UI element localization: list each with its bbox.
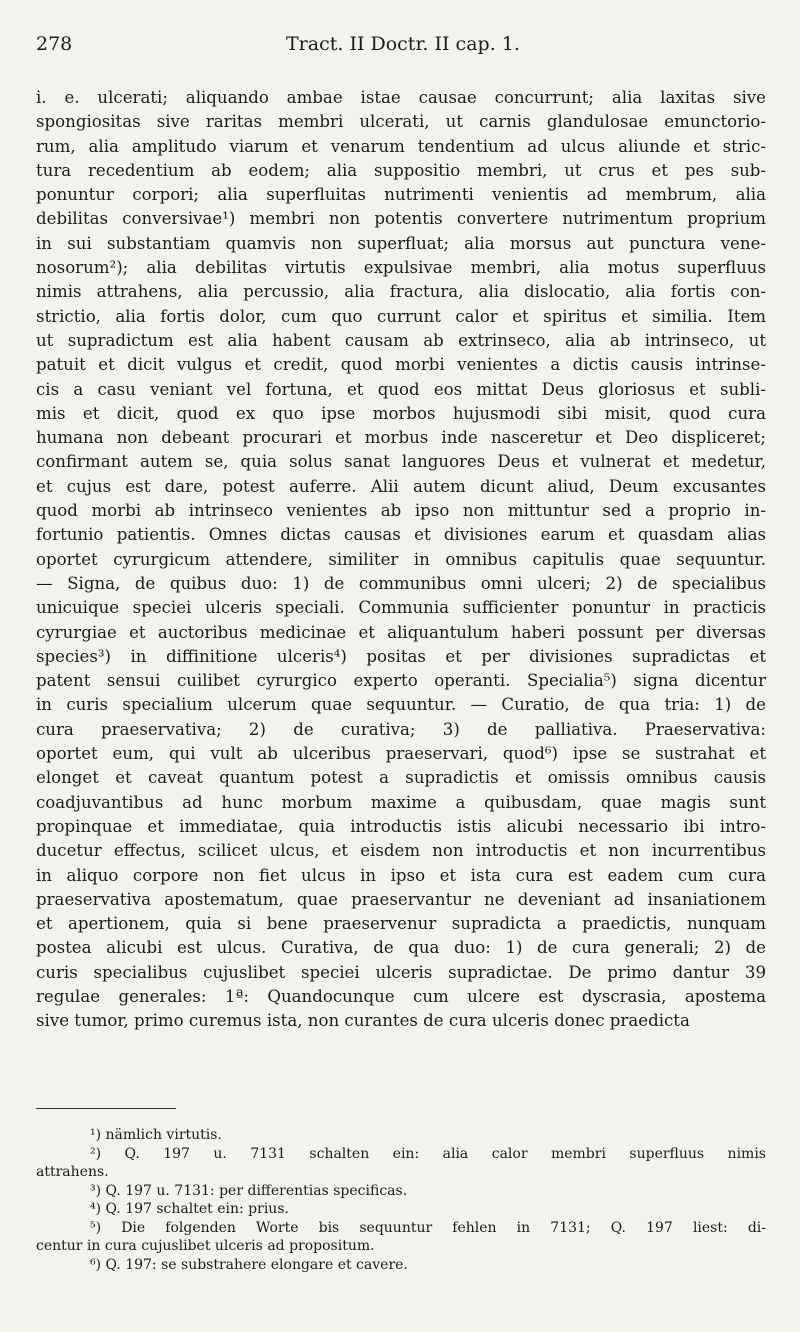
text-line: strictio, alia fortis dolor, cum quo currunt calor et spiritus et similia. Item: [36, 306, 766, 326]
text-line: et cujus est dare, potest auferre. Alii autem dicunt aliud, Deum excusantes: [36, 476, 766, 496]
text-line: in aliquo corpore non fiet ulcus in ipso et ista cura est eadem cum cura: [36, 865, 766, 885]
text-line: species³) in diffinitione ulceris⁴) positas et per divisiones supradictas et: [36, 646, 766, 666]
footnote-rule: [36, 1108, 176, 1109]
footnote-line: ⁵) Die folgenden Worte bis sequuntur fehlen in 7131; Q. 197 liest: di-: [90, 1219, 766, 1236]
text-line: unicuique speciei ulceris speciali. Communia sufficienter ponuntur in practicis: [36, 598, 766, 618]
text-line: nimis attrahens, alia percussio, alia fractura, alia dislocatio, alia fortis con-: [36, 282, 766, 302]
text-line: oportet cyrurgicum attendere, similiter in omnibus capitulis quae sequuntur.: [36, 549, 766, 569]
text-line: rum, alia amplitudo viarum et venarum tendentium ad ulcus aliunde et stric-: [36, 136, 766, 156]
text-line: spongiositas sive raritas membri ulcerati, ut carnis glandulosae emunctorio-: [36, 112, 766, 132]
page-header: [36, 33, 760, 59]
text-line: quod morbi ab intrinseco venientes ab ipso non mittuntur sed a proprio in-: [36, 501, 766, 521]
running-head: Tract. II Doctr. II cap. 1.: [286, 33, 520, 55]
text-line: — Signa, de quibus duo: 1) de communibus omni ulceri; 2) de specialibus: [36, 573, 766, 593]
text-line: ducetur effectus, scilicet ulcus, et eisdem non introductis et non incurrentibus: [36, 841, 766, 861]
text-line: regulae generales: 1ª: Quandocunque cum ulcere est dyscrasia, apostema: [36, 986, 766, 1006]
text-line: ponuntur corpori; alia superfluitas nutrimenti venientis ad membrum, alia: [36, 185, 766, 205]
footnote-line: ²) Q. 197 u. 7131 schalten ein: alia calor membri superfluus nimis: [90, 1145, 766, 1162]
text-line: nosorum²); alia debilitas virtutis expulsivae membri, alia motus superfluus: [36, 258, 766, 278]
footnotes: [36, 1126, 766, 1274]
text-line: ut supradictum est alia habent causam ab extrinseco, alia ab intrinseco, ut: [36, 330, 766, 350]
text-line: mis et dicit, quod ex quo ipse morbos hujusmodi sibi misit, quod cura: [36, 403, 766, 423]
text-line: in sui substantiam quamvis non superfluat; alia morsus aut punctura vene-: [36, 233, 766, 253]
text-line: elonget et caveat quantum potest a supradictis et omissis omnibus causis: [36, 768, 766, 788]
text-line: postea alicubi est ulcus. Curativa, de qua duo: 1) de cura generali; 2) de: [36, 938, 766, 958]
footnote-line: ³) Q. 197 u. 7131: per differentias specificas.: [90, 1182, 408, 1199]
text-line: confirmant autem se, quia solus sanat languores Deus et vulnerat et medetur,: [36, 452, 766, 472]
text-line: cis a casu veniant vel fortuna, et quod eos mittat Deus gloriosus et subli-: [36, 379, 766, 399]
footnote-line: ¹) nämlich virtutis.: [90, 1127, 222, 1143]
text-line: praeservativa apostematum, quae praeservantur ne deveniant ad insaniationem: [36, 889, 766, 909]
text-line: sive tumor, primo curemus ista, non curantes de cura ulceris donec praedicta: [36, 1011, 690, 1031]
text-line: fortunio patientis. Omnes dictas causas et divisiones earum et quasdam alias: [36, 525, 766, 545]
text-line: cura praeservativa; 2) de curativa; 3) de palliativa. Praeservativa:: [36, 719, 766, 739]
footnote-line: centur in cura cujuslibet ulceris ad propositum.: [36, 1238, 375, 1254]
text-line: debilitas conversivae¹) membri non potentis convertere nutrimentum proprium: [36, 209, 766, 229]
text-line: i. e. ulcerati; aliquando ambae istae causae concurrunt; alia laxitas sive: [36, 88, 766, 107]
text-line: et apertionem, quia si bene praeservenur supradicta a praedictis, nunquam: [36, 914, 766, 934]
text-line: in curis specialium ulcerum quae sequuntur. — Curatio, de qua tria: 1) de: [36, 695, 766, 715]
text-line: propinquae et immediatae, quia introductis istis alicubi necessario ibi intro-: [36, 816, 766, 836]
text-line: patent sensui cuilibet cyrurgico experto operanti. Specialia⁵) signa dicentur: [36, 671, 766, 691]
text-line: patuit et dicit vulgus et credit, quod morbi venientes a dictis causis intrinse-: [36, 355, 766, 375]
footnote-line: ⁶) Q. 197: se substrahere elongare et cavere.: [90, 1256, 408, 1273]
text-line: coadjuvantibus ad hunc morbum maxime a quibusdam, quae magis sunt: [36, 792, 766, 812]
text-line: cyrurgiae et auctoribus medicinae et aliquantulum haberi possunt per diversas: [36, 622, 766, 642]
footnote-line: ⁴) Q. 197 schaltet ein: prius.: [90, 1201, 289, 1217]
text-line: curis specialibus cujuslibet speciei ulceris supradictae. De primo dantur 39: [36, 962, 766, 982]
text-line: humana non debeant procurari et morbus inde nasceretur et Deo displiceret;: [36, 428, 766, 448]
main-text: [36, 86, 766, 1034]
text-line: tura recedentium ab eodem; alia suppositio membri, ut crus et pes sub-: [36, 160, 766, 180]
footnote-line: attrahens.: [36, 1164, 109, 1180]
page-number: 278: [36, 33, 73, 55]
text-line: oportet eum, qui vult ab ulceribus praeservari, quod⁶) ipse se sustrahat et: [36, 744, 766, 764]
